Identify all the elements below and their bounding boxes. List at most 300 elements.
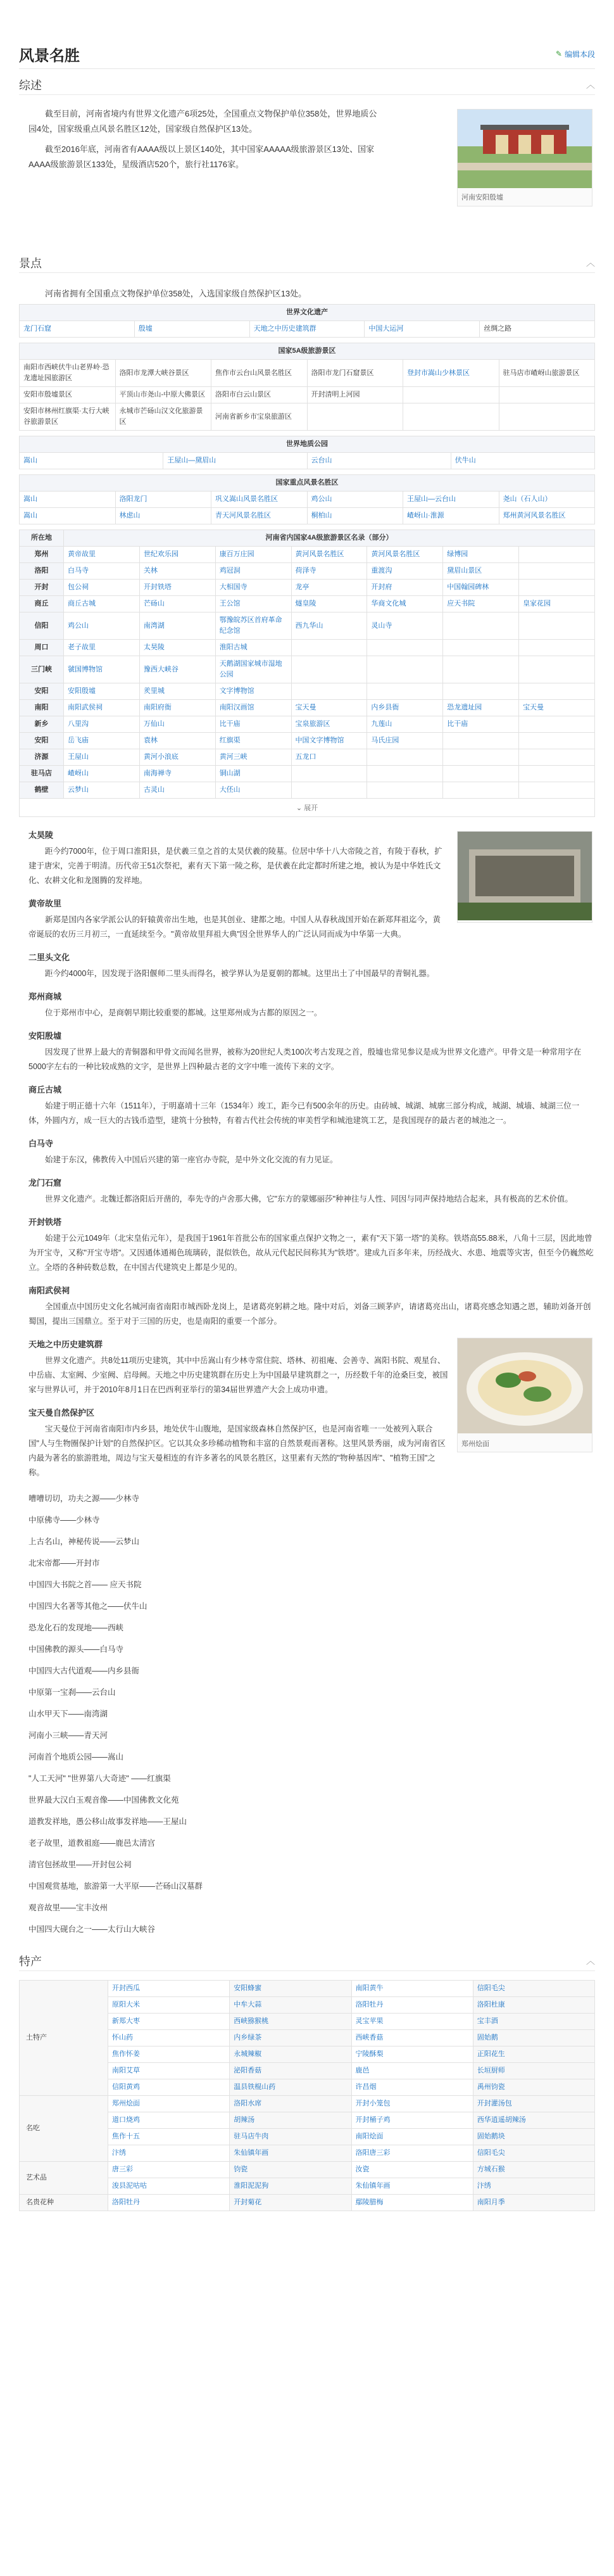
table-cell-link[interactable] [519,683,595,700]
table-cell-link[interactable]: 芒砀山 [139,596,215,612]
highlight-line: 中国四大古代道观——内乡县衙 [28,1666,140,1675]
table-cell-link[interactable]: 鸡公山 [64,612,140,640]
table-cell-link[interactable]: 内乡县衙 [367,700,443,716]
row-header: 新乡 [20,716,64,733]
table-cell [499,403,595,431]
fivea-table [19,343,595,431]
product-link[interactable]: 内乡绿茶 [230,2030,351,2046]
scenic-link[interactable]: 嵖岈山·淮源 [403,508,499,524]
highlight-line: 观音故里——宝丰汝州 [28,1903,108,1912]
product-link[interactable]: 正阳花生 [473,2046,594,2063]
table-cell-link[interactable] [367,766,443,782]
table-cell-link[interactable]: 燧皇陵 [291,596,367,612]
highlight-line: 恐龙化石的发现地——西峡 [28,1623,124,1632]
table-title: 国家5A级旅游景区 [20,343,595,360]
noodle-photo-box[interactable] [457,1338,592,1452]
table-cell-link[interactable] [519,749,595,766]
table-cell: 驻马店市嵖岈山旅游景区 [499,360,595,387]
table-cell: 洛阳市龙潭大峡谷景区 [115,360,211,387]
table-cell-link[interactable]: 开封府 [367,580,443,596]
table-cell-link[interactable]: 羑里城 [139,683,215,700]
table-cell-link[interactable] [443,683,519,700]
table-cell-link[interactable]: 嵖岈山 [64,766,140,782]
article-title: 天地之中历史建筑群 [28,1340,103,1349]
scenic-link[interactable]: 洛阳龙门 [115,492,211,508]
table-row [20,683,595,700]
product-link[interactable]: 西峡猕猴桃 [230,2014,351,2030]
highlight-line: 中原第一宝刹——云台山 [28,1688,116,1697]
table-cell-link[interactable] [443,733,519,749]
table-cell-link[interactable]: 灵山寺 [367,612,443,640]
edit-section-label: 编辑本段 [564,49,595,59]
table-cell-link[interactable] [291,640,367,656]
product-link[interactable]: 开封西瓜 [108,1981,230,1997]
table-cell-link[interactable] [367,640,443,656]
table-cell-link[interactable]: 世纪欢乐园 [139,547,215,563]
table-cell-link[interactable] [519,547,595,563]
highlights-list [19,1488,595,1940]
overview-figure[interactable] [457,109,592,206]
product-link[interactable]: 鹿邑 [351,2063,473,2079]
row-header: 周口 [20,640,64,656]
product-category: 名贵花种 [20,2195,108,2211]
table-cell-link[interactable]: 黄帝故里 [64,547,140,563]
table-cell-link[interactable] [443,612,519,640]
table-cell-link[interactable] [519,733,595,749]
table-row [20,716,595,733]
table-cell-link[interactable]: 恐龙遗址园 [443,700,519,716]
product-link[interactable]: 开封菊花 [230,2195,351,2211]
table-cell-link[interactable] [519,580,595,596]
product-link[interactable]: 信阳黄鸡 [108,2079,230,2096]
table-cell-link[interactable]: 南湾湖 [139,612,215,640]
product-link[interactable]: 开封小笼包 [351,2096,473,2112]
table-cell-link[interactable] [519,716,595,733]
scenic-link[interactable]: 郑州黄河风景名胜区 [499,508,595,524]
products-section-header[interactable] [19,1951,595,1971]
table-cell-link[interactable]: 黄河三峡 [215,749,291,766]
table-cell-link[interactable] [443,782,519,799]
overview-section-header[interactable] [19,75,595,95]
highlight-line: 中国观赏基地，旅游第一大平原——芒砀山汉墓群 [28,1882,203,1891]
product-link[interactable]: 洛阳杜康 [473,1997,594,2014]
product-link[interactable]: 朱仙镇年画 [230,2145,351,2162]
table-cell-link[interactable] [291,656,367,683]
table-cell-link[interactable]: 淮阳古城 [215,640,291,656]
table-cell: 平顶山市尧山-中原大佛景区 [115,387,211,403]
table-cell: 焦作市云台山风景名胜区 [211,360,308,387]
product-row [20,2096,595,2112]
table-cell-link[interactable]: 绿博园 [443,547,519,563]
product-link[interactable]: 宁陵酥梨 [351,2046,473,2063]
table-cell-link[interactable] [519,563,595,580]
overview-paragraph: 截至2016年底，河南省有AAAA级以上景区140处，其中国家AAAAA级旅游景区13处、国家AAAA级旅游景区133处，星级酒店520个，旅行社1176家。 [28,144,375,169]
table-cell-link[interactable]: 应天书院 [443,596,519,612]
scenic-link[interactable]: 王屋山—云台山 [403,492,499,508]
heritage-text: 丝绸之路 [484,325,512,333]
heritage-link[interactable]: 中国大运河 [368,325,404,333]
product-link[interactable]: 南阳黄牛 [351,1981,473,1997]
product-link[interactable]: 汴绣 [473,2178,594,2195]
table-cell-link[interactable]: 宝天曼 [519,700,595,716]
collapse-chevron-icon[interactable]: ︿ [586,1956,595,1966]
heritage-link[interactable]: 天地之中历史建筑群 [253,325,316,333]
article-title: 开封铁塔 [28,1217,62,1227]
product-link[interactable]: 许昌烟 [351,2079,473,2096]
product-link[interactable]: 道口烧鸡 [108,2112,230,2129]
chevron-down-icon: ⌄ [296,804,303,812]
table-cell-link[interactable]: 虢国博物馆 [64,656,140,683]
taihao-illustration [458,832,592,920]
product-link[interactable]: 中牟大蒜 [230,1997,351,2014]
highlight-line: 河南小三峡——青天河 [28,1731,108,1740]
geopark-link[interactable]: 王屋山—黛眉山 [163,453,307,469]
overview-title: 综述 [19,79,42,92]
scenic-link[interactable]: 嵩山 [20,492,116,508]
row-header: 驻马店 [20,766,64,782]
table-cell-link[interactable]: 南阳武侯祠 [64,700,140,716]
geopark-link[interactable]: 云台山 [307,453,451,469]
table-cell-link[interactable]: 八里沟 [64,716,140,733]
table-cell-link[interactable]: 中国文字博物馆 [291,733,367,749]
table-cell-link[interactable] [519,640,595,656]
product-category: 艺术品 [20,2162,108,2195]
expand-button[interactable] [19,799,595,817]
article-paragraph: 位于郑州市中心，是商朝早期比较重要的都城。这里郑州成为古都的原因之一。 [45,1008,322,1017]
product-row [20,2162,595,2178]
table-row [20,612,595,640]
table-cell-link[interactable]: 岳飞庙 [64,733,140,749]
table-cell-link[interactable]: 西九华山 [291,612,367,640]
pencil-icon: ✎ [555,49,562,58]
yinxu-illustration [458,110,592,188]
table-cell-link[interactable]: 王公馆 [215,596,291,612]
table-cell-link[interactable]: 比干庙 [443,716,519,733]
article-paragraph: 全国重点中国历史文化名城河南省南阳市城西卧龙岗上，是诸葛亮躬耕之地。隆中对后，刘备三顾茅庐，请诸葛亮出山，诸葛亮感念知遇之恩，辅助刘备开创蜀国，提出三国鼎立。至于对于三国的历史，也是南阳的重要一个部分。 [28,1302,591,1326]
table-cell-link[interactable]: 大相国寺 [215,580,291,596]
products-title: 特产 [19,1955,42,1968]
table-cell-link[interactable]: 商丘古城 [64,596,140,612]
row-header: 安阳 [20,683,64,700]
table-title: 国家重点风景名胜区 [20,475,595,492]
table-cell-link[interactable]: 五龙口 [291,749,367,766]
table-cell: 安阳市殷墟景区 [20,387,116,403]
page-title: 风景名胜 [19,47,80,65]
taihao-photo-box[interactable] [457,831,592,923]
heritage-link[interactable]: 殷墟 [138,325,153,333]
scenic-link[interactable]: 嵩山 [20,508,116,524]
article-title: 宝天曼自然保护区 [28,1408,95,1418]
table-cell-link[interactable] [519,782,595,799]
foura-table [19,530,595,799]
table-cell-link[interactable] [291,683,367,700]
edit-section-link[interactable] [556,49,595,60]
table-row [20,580,595,596]
product-link[interactable]: 灵宝苹果 [351,2014,473,2030]
figure-caption: 河南安阳殷墟 [461,194,503,201]
highlight-line: 嘈嘈切切，功夫之源——少林寺 [28,1494,140,1503]
table-cell-link[interactable]: 云梦山 [64,782,140,799]
article-paragraph: 宝天曼位于河南省南阳市内乡县，地处伏牛山腹地，是国家级森林自然保护区，也是河南省唯一一处被列入联合国"人与生物圈保护计划"的自然保护区。它以其众多珍稀动植物和丰富的自然景观而著称。这里风景秀丽，成为河南省区内最为著名的旅游胜地，周边与宝天曼相连的有许多著名的风景名胜区，这里素有天然的"物种基因库"、"植物王国"之称。 [28,1424,446,1477]
table-cell-link[interactable]: 太昊陵 [139,640,215,656]
table-cell-link[interactable] [519,656,595,683]
table-cell-link[interactable]: 安阳殷墟 [64,683,140,700]
product-row [20,2195,595,2211]
article-title: 安阳殷墟 [28,1031,62,1041]
table-cell-link[interactable]: 南海禅寺 [139,766,215,782]
geopark-table [19,436,595,469]
product-link[interactable]: 焦作十五 [108,2129,230,2145]
table-cell-link[interactable] [443,749,519,766]
scenic-link[interactable]: 林虑山 [115,508,211,524]
product-link[interactable]: 方城石猴 [473,2162,594,2178]
row-header: 南阳 [20,700,64,716]
article-title: 南阳武侯祠 [28,1286,70,1295]
table-cell-link[interactable]: 黄河风景名胜区 [291,547,367,563]
product-link[interactable]: 浚县泥咕咕 [108,2178,230,2195]
row-header: 商丘 [20,596,64,612]
table-cell-link[interactable]: 大伾山 [215,782,291,799]
table-cell-link[interactable]: 南阳府衙 [139,700,215,716]
product-link[interactable]: 原阳大米 [108,1997,230,2014]
table-cell-link[interactable] [367,749,443,766]
table-cell-link[interactable]: 王屋山 [64,749,140,766]
table-cell-link[interactable]: 开封铁塔 [139,580,215,596]
table-cell-link[interactable] [291,766,367,782]
table-row [20,782,595,799]
scenic-link[interactable]: 青天河风景名胜区 [211,508,308,524]
scenic-section-header[interactable] [19,253,595,273]
article-title: 郑州商城 [28,992,62,1001]
article-paragraph: 始建于东汉，佛教传入中国后兴建的第一座官办寺院，是中外文化交流的有力见证。 [45,1155,338,1164]
product-link[interactable]: 温县铁棍山药 [230,2079,351,2096]
row-header: 洛阳 [20,563,64,580]
table-cell-link[interactable]: 龙亭 [291,580,367,596]
table-row [20,656,595,683]
article-paragraph: 因发现了世界上最大的青铜器和甲骨文而闻名世界，被称为20世纪人类100次考古发现之首，殷墟也常见参议是成为世界文化遗产。甲骨文是一种常用字在5000字左右的一种比较成熟的文字，是世界上四种最古老的文字中唯一流传下来的文字。 [28,1048,582,1071]
scenic-link[interactable]: 鸡公山 [307,492,403,508]
table-cell-link[interactable] [291,782,367,799]
product-link[interactable]: 安阳蜂蜜 [230,1981,351,1997]
table-cell-link[interactable]: 天鹅湖国家城市湿地公园 [215,656,291,683]
highlight-line: 河南首个地质公园——嵩山 [28,1753,124,1761]
yinxu-photo [458,110,592,188]
table-cell-link[interactable]: 华商文化城 [367,596,443,612]
product-link[interactable]: 宝丰酒 [473,2014,594,2030]
table-cell-link[interactable]: 老子故里 [64,640,140,656]
collapse-chevron-icon[interactable]: ︿ [586,80,595,90]
product-link[interactable]: 西峡香菇 [351,2030,473,2046]
table-title: 世界地质公园 [20,436,595,453]
table-cell-link[interactable]: 黄河小浪底 [139,749,215,766]
table-cell-link[interactable] [367,782,443,799]
table-cell-link[interactable]: 关林 [139,563,215,580]
table-row [20,640,595,656]
product-link[interactable]: 固始鹅块 [473,2129,594,2145]
table-cell-link[interactable]: 比干庙 [215,716,291,733]
product-link[interactable]: 唐三彩 [108,2162,230,2178]
scenic-link[interactable]: 巩义嵩山风景名胜区 [211,492,308,508]
product-link[interactable]: 永城辣椒 [230,2046,351,2063]
product-link[interactable]: 新郑大枣 [108,2014,230,2030]
product-link[interactable]: 朱仙镇年画 [351,2178,473,2195]
row-header: 济源 [20,749,64,766]
product-link[interactable]: 长垣厨师 [473,2063,594,2079]
table-cell-link[interactable]: 皇家花园 [519,596,595,612]
row-header: 郑州 [20,547,64,563]
product-link[interactable]: 南阳月季 [473,2195,594,2211]
scenic-link[interactable]: 尧山（石人山） [499,492,595,508]
table-cell-link[interactable]: 宝泉旅游区 [291,716,367,733]
table-cell-link[interactable]: 包公祠 [64,580,140,596]
table-cell-link[interactable]: 宝天曼 [291,700,367,716]
product-link[interactable]: 怀山药 [108,2030,230,2046]
table-cell-link[interactable]: 荷泽寺 [291,563,367,580]
heritage-link[interactable]: 龙门石窟 [23,325,51,333]
table-cell-link[interactable]: 重渡沟 [367,563,443,580]
product-link[interactable]: 淮阳泥泥狗 [230,2178,351,2195]
product-link[interactable]: 洛阳水席 [230,2096,351,2112]
page [19,39,595,2211]
table-cell-link[interactable] [367,683,443,700]
table-cell-link[interactable]: 万仙山 [139,716,215,733]
geopark-link[interactable]: 伏牛山 [451,453,594,469]
row-header: 信阳 [20,612,64,640]
product-link[interactable]: 洛阳唐三彩 [351,2145,473,2162]
table-cell: 洛阳市白云山景区 [211,387,308,403]
table-row [20,563,595,580]
table-cell-link[interactable] [519,612,595,640]
table-cell-link[interactable]: 鄂豫皖苏区首府革命纪念馆 [215,612,291,640]
national-scenic-table [19,474,595,524]
table-cell-link[interactable] [443,766,519,782]
table-cell: 南阳市西峡伏牛山老界岭·恐龙遗址园旅游区 [20,360,116,387]
article-paragraph: 世界文化遗产。共8处11项历史建筑，其中中岳嵩山有少林寺常住院、塔林、初祖庵、会善寺、嵩阳书院、观星台、中岳庙、太室阙、少室阙、启母阙。天地之中历史建筑群在历史上为中国最早建筑群之一，历经数千年的沧桑巨变，被国家与世界认可，并于2010年8月1日在巴西利亚举行的第34届世界遗产大会上成功申遗。 [28,1356,448,1394]
product-link[interactable]: 洛阳牡丹 [108,2195,230,2211]
product-category: 土特产 [20,1981,108,2096]
highlight-line: 中原佛寺——少林寺 [28,1516,100,1525]
table-cell-link[interactable] [367,656,443,683]
article-title: 白马寺 [28,1139,54,1148]
article-paragraph: 距今约7000年，位于周口淮阳县，是伏羲三皇之首的太昊伏羲的陵墓。位居中华十八大帝陵之首，有陵于春秋，扩建于唐宋，完善于明清。历代帝王51次祭祀，素有天下第一陵之称，是伏羲在此定都时所建之地，被认为是中华姓氏文化、农耕文化和龙图腾的发祥地。 [28,847,442,885]
highlight-line: 上古名山，神秘传说——云梦山 [28,1537,140,1546]
table-cell [403,403,499,431]
table-cell-link[interactable]: 黛眉山景区 [443,563,519,580]
table-cell-link[interactable] [443,640,519,656]
highlight-line: 老子故里，道教祖庭——鹿邑太清宫 [28,1839,156,1848]
article-title: 太昊陵 [28,830,54,840]
product-link[interactable]: 禹州钧瓷 [473,2079,594,2096]
product-link[interactable]: 钧瓷 [230,2162,351,2178]
article-title: 二里头文化 [28,953,70,962]
table-cell: 开封清明上河园 [307,387,403,403]
product-link[interactable]: 南阳艾草 [108,2063,230,2079]
scenic-link[interactable]: 桐柏山 [307,508,403,524]
product-link[interactable]: 驻马店牛肉 [230,2129,351,2145]
article-paragraph: 始建于明正德十六年（1511年），于明嘉靖十三年（1534年）竣工，距今已有500余年的历史。由砖城、城湖、城廓三部分构成，城湖、城墙、城湖三位一体，外圆内方，成一巨大的古钱币造型，建筑十分独特，有着古代社会传统的审美哲学和城池建筑工艺，是我国现存的最古老的城池之一。 [28,1101,580,1125]
table-cell-link[interactable]: 铜山湖 [215,766,291,782]
table-cell [499,387,595,403]
product-link[interactable]: 开封灌汤包 [473,2096,594,2112]
page-header [19,39,595,69]
product-link[interactable]: 开封桶子鸡 [351,2112,473,2129]
row-header: 三门峡 [20,656,64,683]
table-cell-link[interactable] [443,656,519,683]
table-cell-link[interactable]: 九莲山 [367,716,443,733]
product-link[interactable]: 西华逍遥胡辣汤 [473,2112,594,2129]
table-cell: 安阳市林州红旗渠·太行大峡谷旅游景区 [20,403,116,431]
table-cell: 永城市芒砀山汉文化旅游景区 [115,403,211,431]
table-cell-link[interactable]: 康百万庄园 [215,547,291,563]
product-link[interactable]: 信阳毛尖 [473,2145,594,2162]
table-cell-link[interactable]: 文字博物馆 [215,683,291,700]
table-row [20,749,595,766]
table-cell: 河南省新乡市宝泉旅游区 [211,403,308,431]
table-cell-link[interactable]: 马氏庄园 [367,733,443,749]
scenic-intro: 河南省拥有全国重点文物保护单位358处，入选国家级自然保护区13处。 [45,289,307,298]
table-cell-link[interactable]: 鸡冠洞 [215,563,291,580]
table-row [20,547,595,563]
product-link[interactable]: 汝瓷 [351,2162,473,2178]
product-link[interactable]: 泌阳香菇 [230,2063,351,2079]
column-header: 所在地 [20,530,64,547]
row-header: 鹤壁 [20,782,64,799]
scenic-title: 景点 [19,257,42,270]
collapse-chevron-icon[interactable]: ︿ [586,258,595,268]
table-cell-link[interactable]: 中国翰园碑林 [443,580,519,596]
article-title: 龙门石窟 [28,1178,62,1188]
table-cell [307,403,403,431]
product-link[interactable]: 固始鹅 [473,2030,594,2046]
product-link[interactable]: 胡辣汤 [230,2112,351,2129]
noodle-illustration [458,1338,592,1433]
product-link[interactable]: 信阳毛尖 [473,1981,594,1997]
product-row [20,1981,595,1997]
table-cell-link[interactable]: 白马寺 [64,563,140,580]
table-cell-link[interactable] [519,766,595,782]
table-cell [403,387,499,403]
attractions-articles [19,828,595,1484]
product-link[interactable]: 汴绣 [108,2145,230,2162]
row-header: 开封 [20,580,64,596]
product-link[interactable]: 鄢陵腊梅 [351,2195,473,2211]
table-row [20,766,595,782]
table-cell-link[interactable]: 登封市嵩山少林景区 [403,360,499,387]
table-cell-link[interactable]: 豫西大峡谷 [139,656,215,683]
table-row [20,596,595,612]
article-paragraph: 世界文化遗产。北魏迁都洛阳后开凿的，奉先寺的卢舍那大佛，它"东方的蒙娜丽莎"种神往与人性、同因与同声保持地结合起来，具有极高的艺术价值。 [45,1195,573,1203]
world-heritage-table [19,304,595,338]
highlight-line: 中国四大书院之首—— 应天书院 [28,1580,142,1589]
overview-text [19,106,383,172]
table-cell-link[interactable]: 南阳汉画馆 [215,700,291,716]
product-link[interactable]: 南阳烩面 [351,2129,473,2145]
row-header: 安阳 [20,733,64,749]
table-cell-link[interactable]: 古灵山 [139,782,215,799]
geopark-link[interactable]: 嵩山 [20,453,163,469]
product-link[interactable]: 洛阳牡丹 [351,1997,473,2014]
table-cell-link[interactable]: 黄河风景名胜区 [367,547,443,563]
table-title: 河南省内国家4A级旅游景区名录（部分） [64,530,595,547]
table-cell-link[interactable]: 袁林 [139,733,215,749]
product-link[interactable]: 郑州烩面 [108,2096,230,2112]
table-cell-link[interactable]: 红旗渠 [215,733,291,749]
table-title: 世界文化遗产 [20,305,595,321]
product-link[interactable]: 焦作怀姜 [108,2046,230,2063]
products-table [19,1980,595,2211]
overview-paragraph: 截至目前，河南省境内有世界文化遗产6项25处，全国重点文物保护单位358处，世界地质公园4处，国家级重点风景名胜区12处，国家级自然保护区13处。 [28,109,377,134]
expand-label: 展开 [304,804,318,812]
